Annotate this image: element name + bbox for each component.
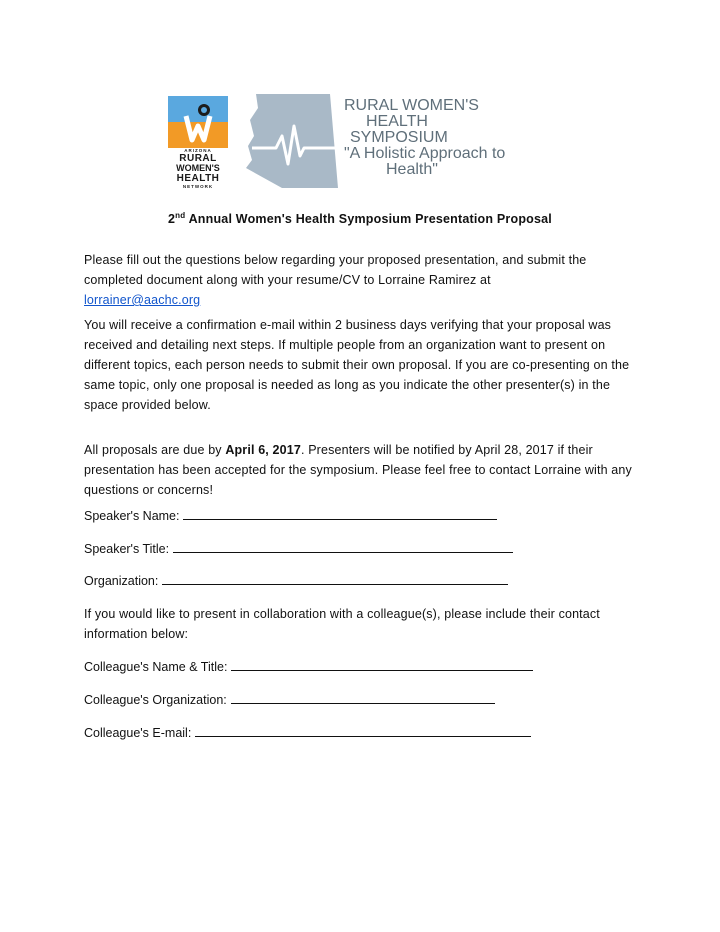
organization-blank[interactable] <box>162 570 508 585</box>
symposium-logo <box>344 96 524 196</box>
contact-email-link[interactable]: lorrainer@aachc.org <box>84 293 201 307</box>
intro-text: Please fill out the questions below regarding your proposed presentation, and submit the completed document along with your resume/CV to Lorraine Ramirez at <box>84 253 587 287</box>
page-title <box>0 212 720 226</box>
network-logo-arizona: ARIZONA <box>184 148 212 153</box>
network-logo-network: NETWORK <box>182 184 214 189</box>
speaker-title-field <box>84 538 513 558</box>
title-text: Annual Women's Health Symposium Presentation Proposal <box>185 212 552 226</box>
intro-paragraph <box>84 250 640 310</box>
speaker-name-label: Speaker's Name: <box>84 509 180 523</box>
symposium-logo-line4: "A Holistic Approach to <box>344 145 506 162</box>
deadline-paragraph <box>84 440 640 500</box>
title-ordinal-suffix: nd <box>175 210 186 220</box>
colleague-email-field <box>84 722 531 742</box>
colleague-organization-field <box>84 689 495 709</box>
network-logo-womens: WOMEN'S <box>176 163 220 173</box>
speaker-name-field <box>84 505 497 525</box>
speaker-title-blank[interactable] <box>173 538 513 553</box>
symposium-logo-line5: Health" <box>386 161 438 178</box>
symposium-logo-line3: SYMPOSIUM <box>350 129 448 146</box>
colleague-name-title-label: Colleague's Name & Title: <box>84 660 228 674</box>
colleague-email-label: Colleague's E-mail: <box>84 726 192 740</box>
colleague-name-title-blank[interactable] <box>231 656 533 671</box>
organization-field <box>84 570 508 590</box>
confirmation-paragraph: You will receive a confirmation e-mail within 2 business days verifying that your proposal was received and detailing next steps. If multiple people from an organization want to present on different topics, each person needs to submit their own proposal. If you are co-presenting on the same topic, only one proposal is needed as long as you indicate the other presenter(s) in the space provided below. <box>84 318 630 412</box>
arizona-map-icon <box>242 90 342 188</box>
deadline-date: April 6, 2017 <box>225 443 301 457</box>
network-logo-health: HEALTH <box>176 173 220 184</box>
symposium-logo-line1: RURAL WOMEN'S <box>344 97 479 114</box>
deadline-after: . Presenters will be notified by April 28, 2017 if their presentation has been accepted for the symposium. Please feel free to contact Lorraine with any questions or concerns! <box>84 443 632 497</box>
deadline-before: All proposals are due by <box>84 443 226 457</box>
network-logo <box>168 96 228 188</box>
colleague-name-title-field <box>84 656 533 676</box>
speaker-title-label: Speaker's Title: <box>84 542 170 556</box>
collaboration-note: If you would like to present in collaboration with a colleague(s), please include their contact information below: <box>84 607 600 641</box>
colleague-email-blank[interactable] <box>195 722 531 737</box>
colleague-organization-blank[interactable] <box>231 689 495 704</box>
symposium-logo-line2: HEALTH <box>366 113 428 130</box>
title-ordinal: 2 <box>168 212 176 226</box>
speaker-name-blank[interactable] <box>183 505 497 520</box>
organization-label: Organization: <box>84 574 159 588</box>
colleague-organization-label: Colleague's Organization: <box>84 693 227 707</box>
network-logo-icon <box>168 96 228 148</box>
network-logo-rural: RURAL <box>179 153 217 164</box>
